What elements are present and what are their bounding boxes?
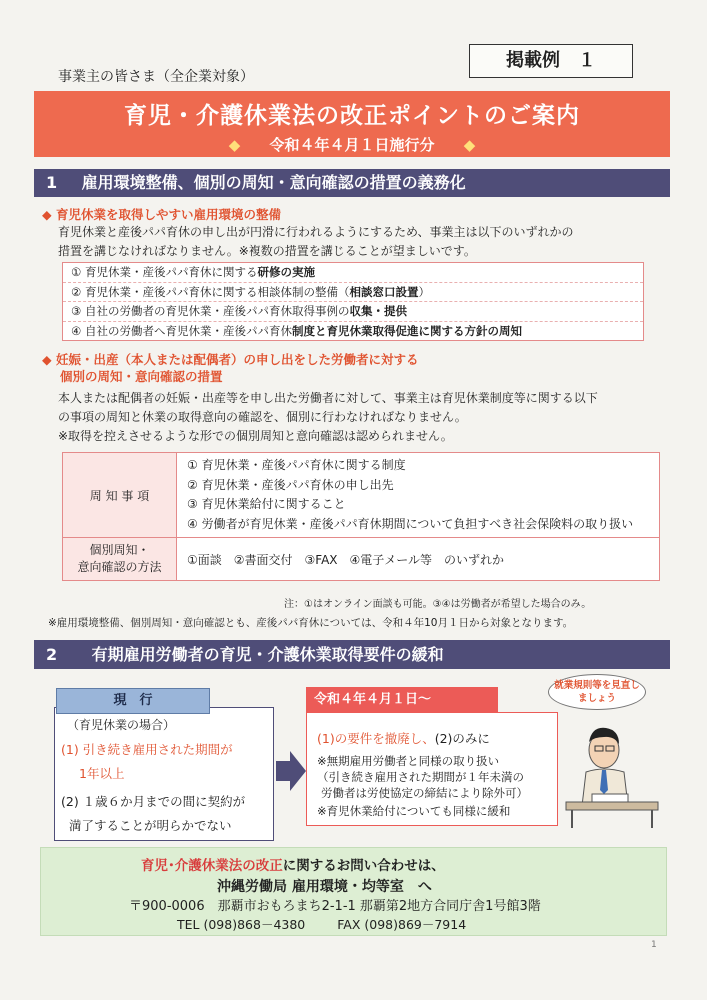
contact-box (40, 847, 667, 936)
table-row: ①面談 ②書面交付 ③FAX ④電子メール等 のいずれか (177, 538, 660, 581)
list-item: ② 育児休業・産後パパ育休に関する相談体制の整備（相談窓口設置） (63, 283, 643, 303)
list-item: ③ 自社の労働者の育児休業・産後パパ育休取得事例の収集・提供 (63, 302, 643, 322)
new-rules-panel: (1)の要件を撤廃し、(2)のみに ※無期雇用労働者と同様の取り扱い （引き続き雇用された期間が１年未満の 労働者は労使協定の締結により除外可） ※育児休業給付についても同様に緩和 (306, 712, 558, 826)
section1a-text-line: 措置を講じなければなりません。※複数の措置を講じることが望ましいです。 (58, 244, 476, 258)
title-banner (34, 91, 670, 157)
diamond-icon: ◆ (463, 136, 476, 154)
section1-number: 1 (46, 173, 58, 192)
page-title: 育児・介護休業法の改正ポイントのご案内 (124, 103, 580, 129)
table-row: ① 育児休業・産後パパ育休に関する制度 ② 育児休業・産後パパ育休の申し出先 ③ 育児休業給付に関すること ④ 労働者が育児休業・産後パパ育休期間について負担すべき社会保険料の取り扱い (177, 453, 660, 538)
section1-footnote: ※雇用環境整備、個別周知・意向確認とも、産後パパ育休については、令和４年10月１日から対象となります。 (48, 617, 574, 629)
table-row-label: 周 知 事 項 (63, 453, 177, 538)
audience-label: 事業主の皆さま（全企業対象） (58, 69, 254, 85)
section2-title: 有期雇用労働者の育児・介護休業取得要件の緩和 (91, 645, 444, 664)
section1b-heading: ◆ 妊娠・出産（本人または配偶者）の申し出をした労働者に対する 個別の周知・意向確認の措置 (42, 352, 419, 384)
section1a-text-line: 育児休業と産後パパ育休の申し出が円滑に行われるようにするため、事業主は以下のいずれかの (58, 225, 574, 239)
notification-table (62, 452, 660, 581)
list-item: ④ 自社の労働者へ育児休業・産後パパ育休制度と育児休業取得促進に関する方針の周知 (71, 323, 522, 338)
section1b-text: 本人または配偶者の妊娠・出産等を申し出た労働者に対して、事業主は育児休業制度等に関する以下 の事項の周知と休業の取得意向の確認を、個別に行わなければなりません。 ※取得を控えさせるような形での個別周知と意向確認は認められません。 (58, 391, 598, 443)
current-label: 現 行 (56, 688, 210, 714)
table-note: 注：①はオンライン面談も可能。③④は労働者が希望した場合のみ。 (284, 599, 592, 610)
new-label: 令和４年４月１日～ (306, 687, 498, 712)
arrow-right-icon (276, 751, 306, 791)
speech-bubble: 就業規則等を見直し ましょう (548, 674, 646, 710)
page-number: 1 (651, 940, 657, 950)
section2-number: 2 (46, 645, 58, 664)
contact-phone: TEL (098)868－4380 FAX (098)869－7914 (177, 917, 467, 932)
section1-header (34, 169, 670, 197)
list-item: ① 育児休業・産後パパ育休に関する研修の実施 (63, 263, 643, 283)
effective-date: 令和４年４月１日施行分 (269, 136, 435, 154)
section1a-heading: ◆ 育児休業を取得しやすい雇用環境の整備 (42, 207, 281, 222)
contact-address: 〒900-0006 那覇市おもろまち2-1-1 那覇第2地方合同庁舎1号館3階 (129, 899, 541, 914)
example-tag: 掲載例 １ (469, 44, 633, 78)
measures-list (62, 262, 644, 341)
diamond-icon: ◆ (228, 136, 241, 154)
page-subtitle (34, 134, 670, 155)
worker-illustration (562, 710, 662, 830)
section2-header (34, 640, 670, 669)
section1-title: 雇用環境整備、個別の周知・意向確認の措置の義務化 (81, 173, 466, 192)
contact-intro: 育児･介護休業法の改正に関するお問い合わせは、 (141, 858, 445, 874)
contact-office: 沖縄労働局 雇用環境・均等室 へ (217, 879, 432, 895)
table-row-label: 個別周知・ 意向確認の方法 (63, 538, 177, 581)
current-rules-panel: （育児休業の場合） (1) 引き続き雇用された期間が 1年以上 (2) １歳６か月までの間に契約が 満了することが明らかでない (54, 707, 274, 841)
section1a-text (58, 223, 574, 261)
